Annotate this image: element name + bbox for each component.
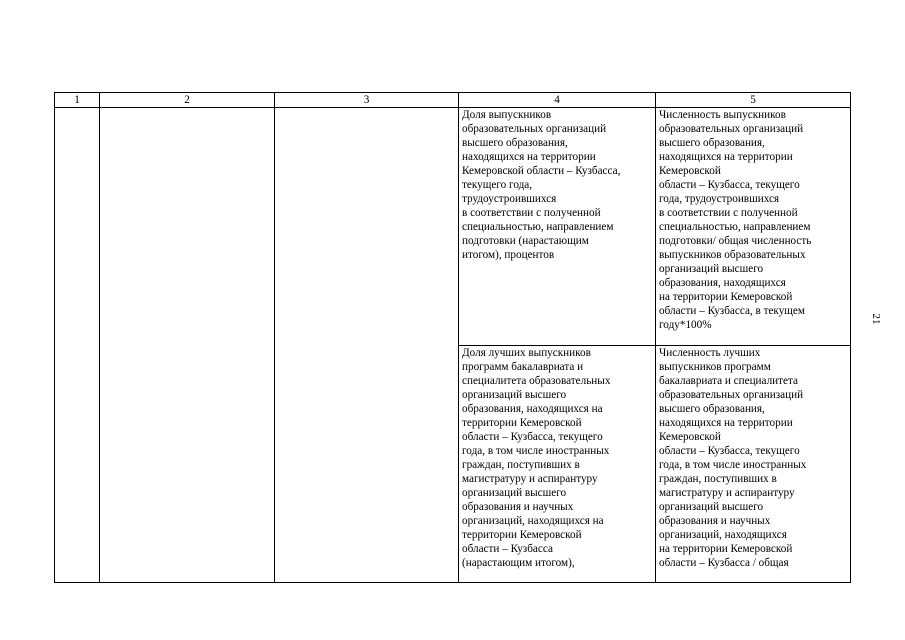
header-cell-2: 2 [100,93,275,108]
indicator-cell: Доля выпускников образовательных организаций высшего образования, находящихся на территории Кемеровской области – Кузбасса, текущего года, трудоустроившихся в соответствии с полученной специальностью, направлением подготовки (нарастающим итогом), процентов [459,108,656,346]
formula-cell: Численность выпускников образовательных организаций высшего образования, находящихся на территории Кемеровской области – Кузбасса, текущего года, трудоустроившихся в соответствии с полученной специальностью, направлением подготовки/ общая численность выпускников образовательных организаций высшего образования, находящихся на территории Кемеровской области – Кузбасса, в текущем году*100% [656,108,851,346]
col1-cell [55,108,100,583]
document-table [54,92,851,583]
formula-cell: Численность лучших выпускников программ бакалавриата и специалитета образовательных организаций высшего образования, находящихся на территории Кемеровской области – Кузбасса, текущего года, в том числе иностранных граждан, поступивших в магистратуру и аспирантуру организаций высшего образования и научных организаций, находящихся на территории Кемеровской области – Кузбасса / общая [656,346,851,583]
header-cell-4: 4 [459,93,656,108]
col2-cell [100,108,275,583]
header-cell-3: 3 [275,93,459,108]
table-row [55,108,851,346]
header-cell-5: 5 [656,93,851,108]
col3-cell [275,108,459,583]
table-header-row [55,93,851,108]
header-cell-1: 1 [55,93,100,108]
indicator-cell: Доля лучших выпускников программ бакалавриата и специалитета образовательных организаций высшего образования, находящихся на территории Кемеровской области – Кузбасса, текущего года, в том числе иностранных граждан, поступивших в магистратуру и аспирантуру организаций высшего образования и научных организаций, находящихся на территории Кемеровской области – Кузбасса (нарастающим итогом), [459,346,656,583]
page-number: 21 [870,313,882,325]
